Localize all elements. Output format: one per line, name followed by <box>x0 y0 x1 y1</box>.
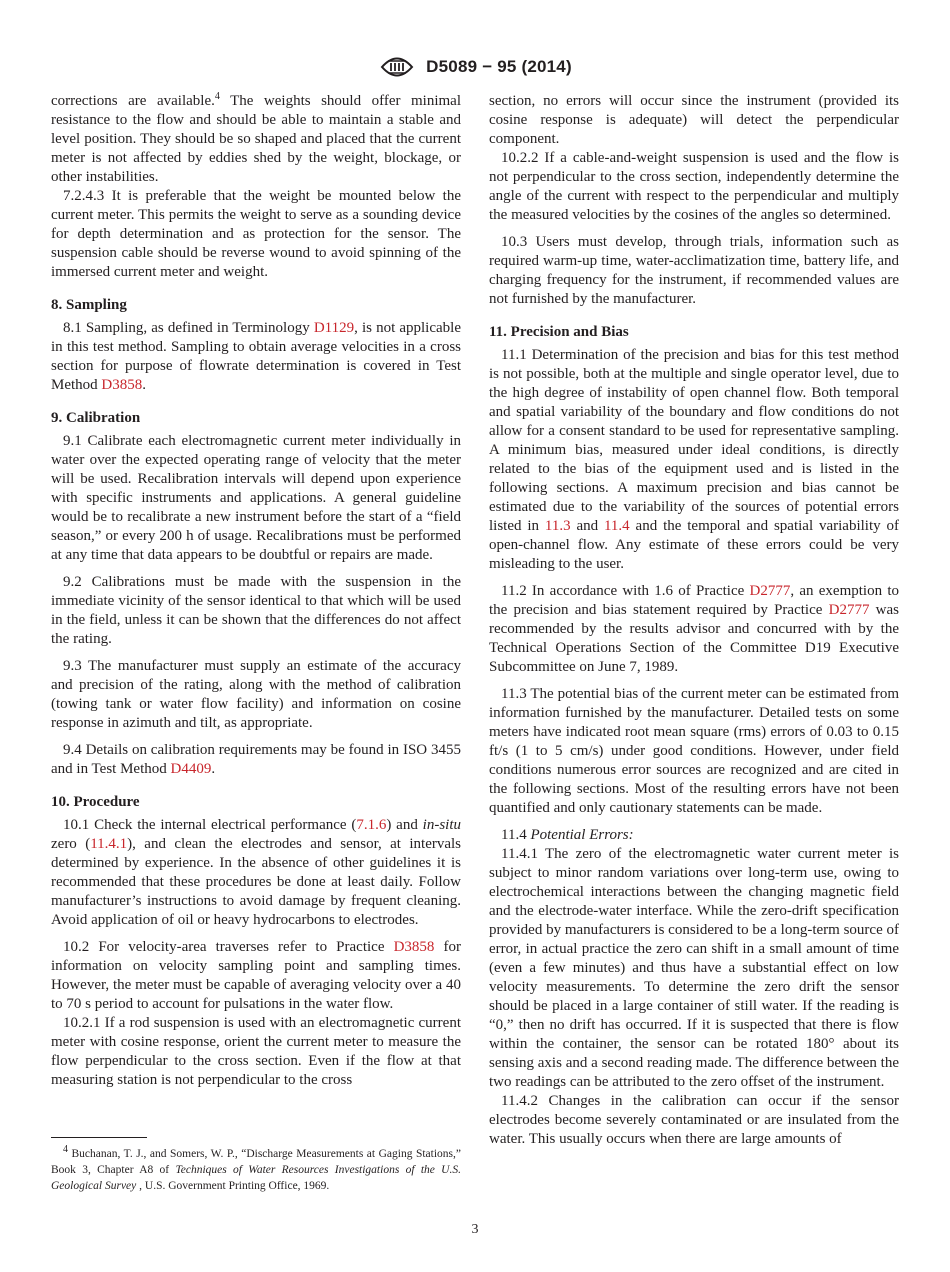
link-11-4-1[interactable]: 11.4.1 <box>90 836 128 852</box>
paragraph-9-1: 9.1 Calibrate each electromagnetic current meter individually in water over the expected operating range of velocity that the meter will be used. Recalibration intervals will depend upon experience with specific instruments and applications. A general guideline would be to recalibrate a new instrument before the start of a “field season,” or every 200 h of usage. Recalibrations must be performed at any time that data appears to be doubtful or repairs are made. <box>51 433 461 563</box>
text-run: Buchanan, T. J., and Somers, W. P., “Discharge Measurements at Gaging Stations,” Book 3, Chapter A8 of <box>51 1148 461 1176</box>
right-column <box>489 92 899 1149</box>
link-d3858[interactable]: D3858 <box>393 939 435 955</box>
text-run: The weights should offer minimal resistance to the flow and should be able to maintain a stable and level position. They should be so shaped and placed that the current meter is not affected by eddies shed by the weight, blockage, or other instabilities. <box>51 93 461 185</box>
section-heading-procedure: 10. Procedure <box>51 794 140 810</box>
paragraph-11-1 <box>489 346 899 574</box>
footnote-rule <box>51 1137 147 1138</box>
paragraph-11-4 <box>489 826 899 845</box>
text-run: ), and clean the electrodes and sensor, at intervals determined by experience. In the absence of other guidelines it is recommended that these procedures be done at least daily. Follow manufacturer’s instructions to avoid damage by frequent cleaning. Avoid application of oil or heavy hydrocarbons to electrodes. <box>51 836 462 928</box>
text-run: and <box>570 518 604 534</box>
page-header <box>0 52 950 88</box>
paragraph-10-3: 10.3 Users must develop, through trials, information such as required warm-up time, water-acclimatization time, battery life, and charging frequency for the instrument, if recommended values are not furnished by the manufacturer. <box>489 234 899 307</box>
text-run: 10.2 For velocity-area traverses refer to Practice <box>63 939 394 955</box>
text-run: 9.4 Details on calibration requirements may be found in ISO 3455 and in Test Method <box>51 742 461 777</box>
link-d1129[interactable]: D1129 <box>313 320 355 336</box>
paragraph-9-2: 9.2 Calibrations must be made with the suspension in the immediate vicinity of the sensor identical to that which will be used in the field, unless it can be shown that the differences do not affect the rating. <box>51 574 461 647</box>
section-heading-precision-bias: 11. Precision and Bias <box>489 324 629 340</box>
paragraph-10-2-2: 10.2.2 If a cable-and-weight suspension is used and the flow is not perpendicular to the cross section, independently determine the angle of the current with respect to the perpendicular and multiply the measured velocities by the cosines of the angles so determined. <box>489 150 899 223</box>
link-d2777[interactable]: D2777 <box>749 583 791 599</box>
document-designation: D5089 − 95 (2014) <box>426 57 572 76</box>
paragraph-10-2-1-cont: section, no errors will occur since the instrument (provided its cosine response is adequate) will detect the perpendicular component. <box>489 93 899 147</box>
link-11-3[interactable]: 11.3 <box>544 518 571 534</box>
link-d2777[interactable]: D2777 <box>828 602 870 618</box>
section-heading-sampling: 8. Sampling <box>51 297 127 313</box>
text-run: 11.2 In accordance with 1.6 of Practice <box>501 583 750 599</box>
paragraph-10-2-1: 10.2.1 If a rod suspension is used with an electromagnetic current meter with cosine response, orient the current meter to measure the flow perpendicular to the cross section. Even if the flow at that measuring station is not perpendicular to the cross <box>51 1015 461 1088</box>
footnote-4 <box>51 1146 461 1194</box>
text-run: 10.1 Check the internal electrical performance ( <box>63 817 357 833</box>
paragraph-11-2 <box>489 582 899 677</box>
paragraph-11-4-2: 11.4.2 Changes in the calibration can occur if the sensor electrodes become severely contaminated or are insulated from the water. This usually occurs when there are large amounts of <box>489 1093 899 1147</box>
text-run: 11.1 Determination of the precision and bias for this test method is not possible, both at the multiple and single operator level, due to the high degree of instability of open channel flow. Both temporal and spatial variability of the boundary and flow conditions do not allow for a consent standard to be used for representative sampling. A minimum bias, measured under ideal conditions, is directly related to the bias of the equipment used and is listed in the following sections. A maximum precision and bias cannot be estimated due to the variability of the sources of potential errors listed in <box>489 347 899 534</box>
paragraph-10-2 <box>51 938 461 1014</box>
link-d3858[interactable]: D3858 <box>101 377 143 393</box>
paragraph-10-1 <box>51 816 461 930</box>
text-run: . <box>142 377 147 393</box>
text-run: zero ( <box>51 836 91 852</box>
footnote-ref[interactable]: 4 <box>214 91 220 102</box>
paragraph-11-3: 11.3 The potential bias of the current meter can be estimated from information furnished by the manufacturer. Detailed tests on some meters have indicated root mean square (rms) errors of 0.03 to 0.15 ft/s (1 to 5 cm/s) under good conditions. However, under field conditions numerous error sources are recognized and are cited in the following sections. Most of the resulting errors have not been quantified and only cautionary statements can be made. <box>489 686 899 816</box>
text-run: was recommended by the results advisor and concurred with by the Technical Operations Section of the Committee D19 Executive Subcommittee on June 7, 1989. <box>489 602 899 675</box>
text-run: 8.1 Sampling, as defined in Terminology <box>63 320 314 336</box>
paragraph-7-2-4-3: 7.2.4.3 It is preferable that the weight be mounted below the current meter. This permits the weight to serve as a sounding device for depth determination and as protection for the sensor. The suspension cable should be reverse wound to avoid spinning of the immersed current meter and weight. <box>51 188 461 280</box>
italic-title: Techniques of Water Resources Investigations of the U.S. Geological Survey <box>51 1164 461 1192</box>
paragraph-9-4 <box>51 741 461 779</box>
text-run: 11.4 <box>501 827 531 843</box>
paragraph-9-3: 9.3 The manufacturer must supply an estimate of the accuracy and precision of the rating, along with the method of calibration (towing tank or water flow facility) and information on cosine response in azimuth and tilt, as appropriate. <box>51 658 461 731</box>
link-d4409[interactable]: D4409 <box>170 761 212 777</box>
astm-logo-icon <box>378 52 416 82</box>
footnote-marker: 4 <box>63 1144 68 1156</box>
text-run: and the temporal and spatial variability of open-channel flow. Any estimate of these errors could be very misleading to the user. <box>489 518 899 572</box>
page-number: 3 <box>471 1222 479 1237</box>
link-7-1-6[interactable]: 7.1.6 <box>356 817 387 833</box>
text-run: ) and <box>386 817 423 833</box>
text-run: for information on velocity sampling point and sampling times. However, the meter must be capable of averaging velocity over a 40 to 70 s period to account for pulsations in the water flow. <box>51 939 461 1012</box>
italic-term: in-situ <box>422 817 461 833</box>
text-run: . <box>211 761 216 777</box>
left-column <box>51 92 461 1090</box>
link-11-4[interactable]: 11.4 <box>603 518 630 534</box>
paragraph-8-1 <box>51 319 461 395</box>
paragraph-11-4-1: 11.4.1 The zero of the electromagnetic water current meter is subject to minor random variations over long-term use, owing to electrochemical interactions between the changing magnetic field and the electrode-water interface. While the zero-drift specification provided by manufacturers is considered to be a long-term source of error, in actual practice the zero can shift in a small amount of time (even a few minutes) and thus have a substantial effect on low velocity measurements. To determine the zero drift the sensor should be placed in a large container of still water. If the reading is “0,” then no drift has occurred. If it is suspected that there is flow within the container, the sensor can be rotated 180° about its sensing axis and a second reading made. The difference between the two readings can be attributed to the zero offset of the instrument. <box>489 846 899 1090</box>
paragraph-weights-cont <box>51 92 461 187</box>
section-heading-calibration: 9. Calibration <box>51 410 141 426</box>
text-run: , U.S. Government Printing Office, 1969. <box>136 1180 330 1192</box>
italic-heading: Potential Errors: <box>530 827 634 843</box>
text-run: corrections are available. <box>51 93 215 109</box>
text-run: , an exemption to the precision and bias statement required by Practice <box>489 583 899 618</box>
text-run: , is not applicable in this test method. Sampling to obtain average velocities in a cross section for purpose of flowrate determination is covered in Test Method <box>51 320 461 393</box>
